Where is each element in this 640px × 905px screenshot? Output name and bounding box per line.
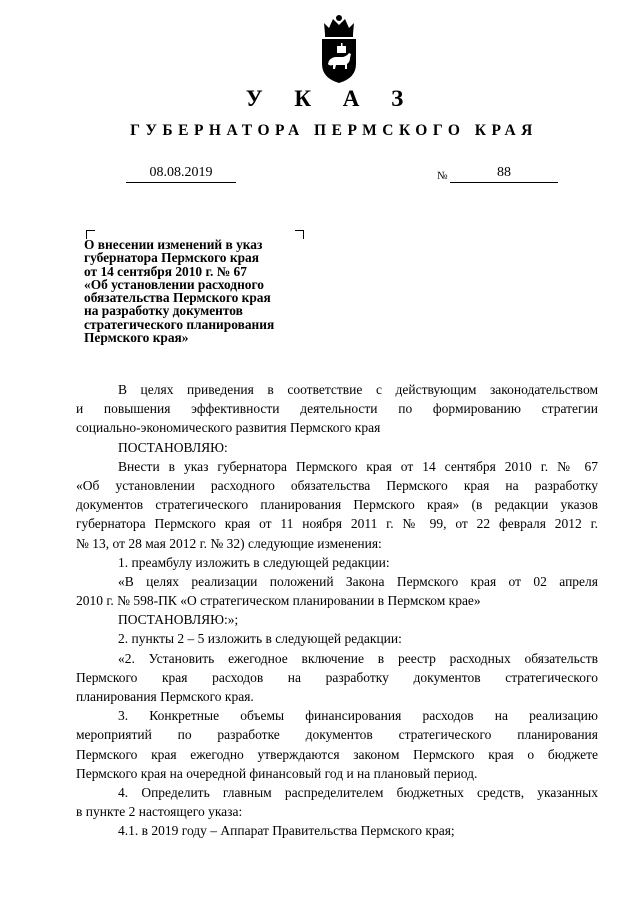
subject-line: обязательства Пермского края — [84, 290, 271, 306]
body-line: В целях приведения в соответствие с действующим законодательством — [118, 382, 598, 397]
body-line: 3. Конкретные объемы финансирования расходов на реализацию — [118, 708, 598, 724]
body-line: 2. пункты 2 – 5 изложить в следующей редакции: — [118, 631, 402, 647]
body-line: документов стратегического планирования Пермского края» (в редакции указов — [76, 497, 598, 513]
body-line: Пермского края расходов на разработку документов стратегического — [76, 669, 598, 685]
body-line: «2. Установить ежегодное включение в реестр расходных обязательств — [118, 650, 598, 666]
body-line: «В целях реализации положений Закона Пермского края от 02 апреля — [118, 573, 598, 589]
body-line: губернатора Пермского края от 11 ноября 2011 г. № 99, от 22 февраля 2012 г. — [76, 516, 598, 532]
subject-line: Пермского края» — [84, 330, 189, 346]
body-line: Пермского края на очередной финансовый год и на плановый период. — [76, 765, 478, 781]
body-line: мероприятий по разработке документов стратегического планирования — [76, 727, 598, 743]
body-line: планирования Пермского края. — [76, 689, 254, 704]
document-issuer: ГУБЕРНАТОРА ПЕРМСКОГО КРАЯ — [130, 122, 538, 139]
document-title: У К А З — [245, 86, 417, 111]
subject-line: «Об установлении расходного — [84, 276, 264, 292]
subject-line: стратегического планирования — [84, 316, 275, 332]
body-line: социально-экономического развития Пермского края — [76, 420, 381, 436]
subject-line: на разработку документов — [84, 303, 243, 319]
decree-date: 08.08.2019 — [126, 165, 236, 183]
body-line: «Об установлении расходного обязательства Пермского края на разработку — [76, 477, 598, 493]
body-line: и повышения эффективности деятельности по формированию стратегии — [76, 401, 598, 417]
body-line: ПОСТАНОВЛЯЮ:»; — [118, 612, 239, 628]
body-line: 4. Определить главным распределителем бюджетных средств, указанных — [118, 784, 598, 800]
body-line: в пункте 2 настоящего указа: — [76, 804, 243, 820]
body-line: ПОСТАНОВЛЯЮ: — [118, 439, 228, 455]
subject-line: губернатора Пермского края — [84, 250, 259, 266]
subject-line: от 14 сентября 2010 г. № 67 — [84, 263, 247, 279]
body-line: Внести в указ губернатора Пермского края от 14 сентября 2010 г. № 67 — [118, 458, 598, 474]
body-line: 1. преамбулу изложить в следующей редакции: — [118, 554, 390, 570]
decree-body — [76, 380, 598, 841]
body-line: 2010 г. № 598-ПК «О стратегическом планировании в Пермском крае» — [76, 593, 481, 609]
decree-number: 88 — [450, 165, 558, 183]
decree-subject — [84, 238, 324, 344]
subject-line: О внесении изменений в указ — [84, 237, 263, 252]
number-label: № — [437, 170, 448, 182]
perm-krai-coat-of-arms-icon — [316, 12, 362, 84]
body-line: № 13, от 28 мая 2012 г. № 32) следующие изменения: — [76, 535, 382, 551]
body-line: 4.1. в 2019 году – Аппарат Правительства Пермского края; — [118, 823, 455, 839]
body-line: Пермского края ежегодно утверждаются законом Пермского края о бюджете — [76, 746, 598, 762]
